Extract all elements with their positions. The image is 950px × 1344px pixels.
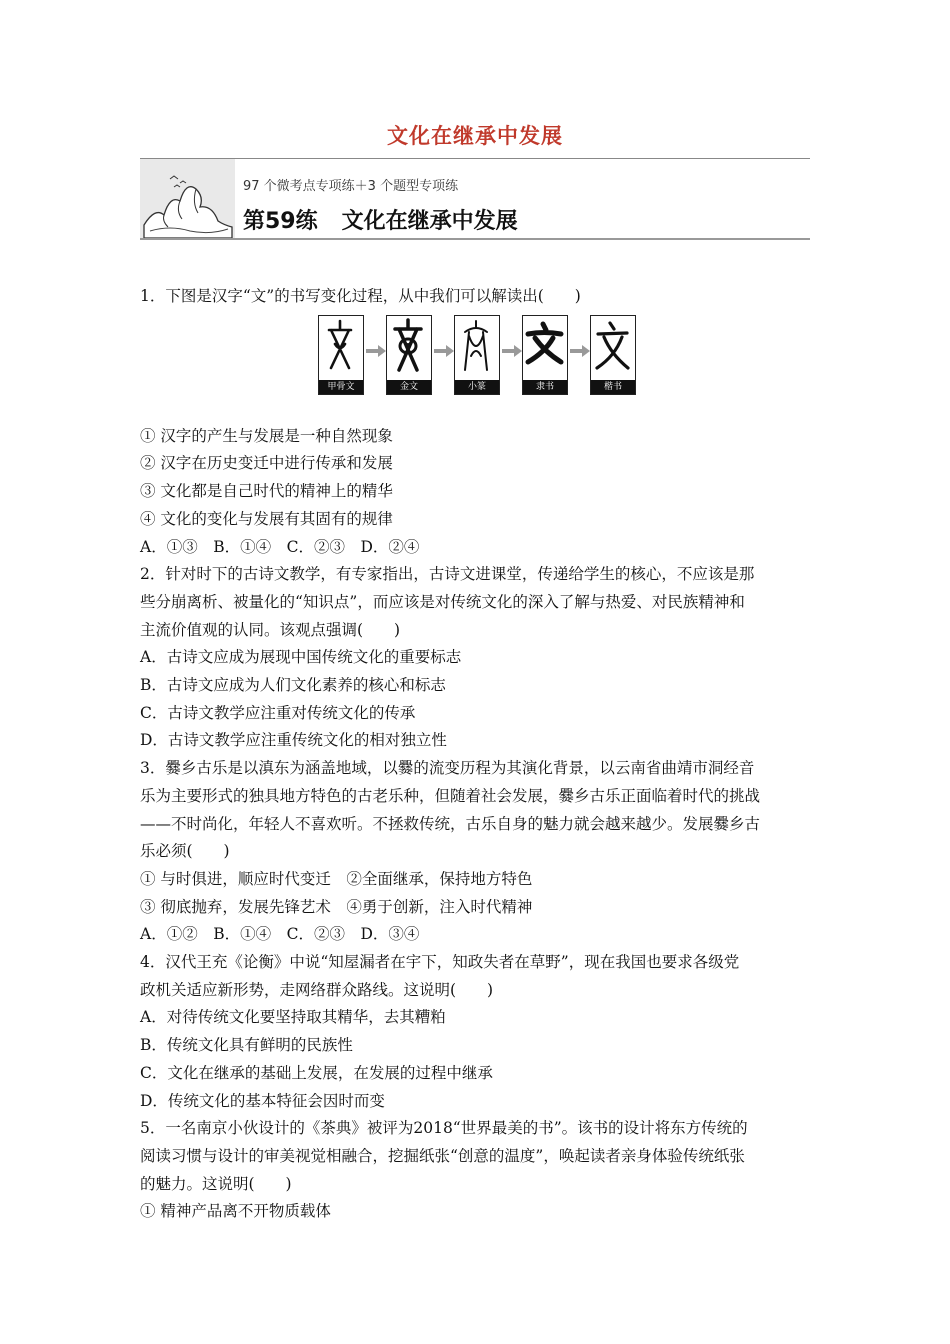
question-3-stem-line: 乐必须( ) xyxy=(140,842,230,861)
oracle-bone-wen-icon xyxy=(319,316,362,378)
question-3-stem-line: ——不时尚化，年轻人不喜欢听。不拯救传统，古乐自身的魅力就会越来越少。发展爨乡古 xyxy=(140,814,761,833)
glyph-label: 小篆 xyxy=(455,380,499,394)
bronze-wen-icon xyxy=(387,316,430,378)
question-2-choice: B．古诗文应成为人们文化素养的核心和标志 xyxy=(140,676,446,695)
oracle-bone-glyph xyxy=(318,315,364,395)
question-1-stem: 1．下图是汉字“文”的书写变化过程，从中我们可以解读出( ) xyxy=(140,287,581,305)
question-3-option: ③ 彻底抛弃，发展先锋艺术 ④勇于创新，注入时代精神 xyxy=(140,897,533,916)
question-5-option: ① 精神产品离不开物质载体 xyxy=(140,1202,331,1221)
glyph-label: 楷书 xyxy=(591,380,635,394)
question-4-choice: D．传统文化的基本特征会因时而变 xyxy=(140,1091,385,1110)
question-5-stem-line: 阅读习惯与设计的审美视觉相融合，挖掘纸张“创意的温度”，唤起读者亲身体验传统纸张 xyxy=(140,1146,745,1165)
lesson-number: 第59练 xyxy=(243,209,318,234)
question-5-stem-line: 5．一名南京小伙设计的《茶典》被评为2018“世界最美的书”。该书的设计将东方传统的 xyxy=(140,1119,748,1138)
question-1-option: ① 汉字的产生与发展是一种自然现象 xyxy=(140,426,393,445)
question-2-stem-line: 2．针对时下的古诗文教学，有专家指出，古诗文进课堂，传递给学生的核心，不应该是那 xyxy=(140,565,755,584)
question-3-option: ① 与时俱进，顺应时代变迁 ②全面继承，保持地方特色 xyxy=(140,869,533,888)
question-4-choice: B．传统文化具有鲜明的民族性 xyxy=(140,1036,353,1055)
regular-script-glyph xyxy=(590,315,636,395)
question-2-stem-line: 些分崩离析、被量化的“知识点”，而应该是对传统文化的深入了解与热爱、对民族精神和 xyxy=(140,592,745,611)
question-4-stem-line: 4．汉代王充《论衡》中说“知屋漏者在宇下，知政失者在草野”，现在我国也要求各级党 xyxy=(140,953,740,972)
question-4-choice: C．文化在继承的基础上发展，在发展的过程中继承 xyxy=(140,1063,493,1082)
document-title: 文化在继承中发展 xyxy=(387,124,563,148)
question-4-stem-line: 政机关适应新形势，走网络群众路线。这说明( ) xyxy=(140,980,494,999)
question-2-choice: A．古诗文应成为展现中国传统文化的重要标志 xyxy=(140,648,462,667)
lesson-title: 文化在继承中发展 xyxy=(341,209,518,234)
character-evolution-figure xyxy=(140,311,812,423)
arrow-right-icon xyxy=(366,345,386,357)
glyph-label: 隶书 xyxy=(523,380,567,394)
series-subtitle: 97 个微考点专项练＋3 个题型专项练 xyxy=(243,179,459,194)
question-list xyxy=(140,283,812,1226)
question-1-choices: A．①③ B．①④ C．②③ D．②④ xyxy=(140,537,420,556)
arrow-right-icon xyxy=(434,345,454,357)
arrow-right-icon xyxy=(570,345,590,357)
question-1-option: ③ 文化都是自己时代的精神上的精华 xyxy=(140,482,393,501)
question-2-stem-line: 主流价值观的认同。该观点强调( ) xyxy=(140,620,401,639)
lesson-header xyxy=(140,158,810,240)
bronze-glyph xyxy=(386,315,432,395)
header-top-rule xyxy=(140,158,810,159)
glyph-label: 金文 xyxy=(387,380,431,394)
question-1-option: ② 汉字在历史变迁中进行传承和发展 xyxy=(140,454,393,473)
mountain-illustration-icon xyxy=(140,159,235,238)
clerical-glyph xyxy=(522,315,568,395)
question-4-choice: A．对待传统文化要坚持取其精华，去其糟粕 xyxy=(140,1008,446,1027)
lesson-heading xyxy=(243,204,518,235)
question-5-stem-line: 的魅力。这说明( ) xyxy=(140,1174,292,1193)
header-bottom-rule xyxy=(140,238,810,240)
question-1-option: ④ 文化的变化与发展有其固有的规律 xyxy=(140,509,393,528)
question-3-choices: A．①② B．①④ C．②③ D．③④ xyxy=(140,925,420,944)
regular-script-wen-icon xyxy=(591,316,634,378)
question-2-choice: D．古诗文教学应注重传统文化的相对独立性 xyxy=(140,731,447,750)
glyph-label: 甲骨文 xyxy=(319,380,363,394)
small-seal-wen-icon xyxy=(455,316,498,378)
question-3-stem-line: 乐为主要形式的独具地方特色的古老乐种，但随着社会发展，爨乡古乐正面临着时代的挑战 xyxy=(140,786,761,805)
question-2-choice: C．古诗文教学应注重对传统文化的传承 xyxy=(140,703,416,722)
clerical-wen-icon xyxy=(523,316,566,378)
small-seal-glyph xyxy=(454,315,500,395)
question-3-stem-line: 3．爨乡古乐是以滇东为涵盖地域，以爨的流变历程为其演化背景，以云南省曲靖市洞经音 xyxy=(140,759,755,778)
arrow-right-icon xyxy=(502,345,522,357)
